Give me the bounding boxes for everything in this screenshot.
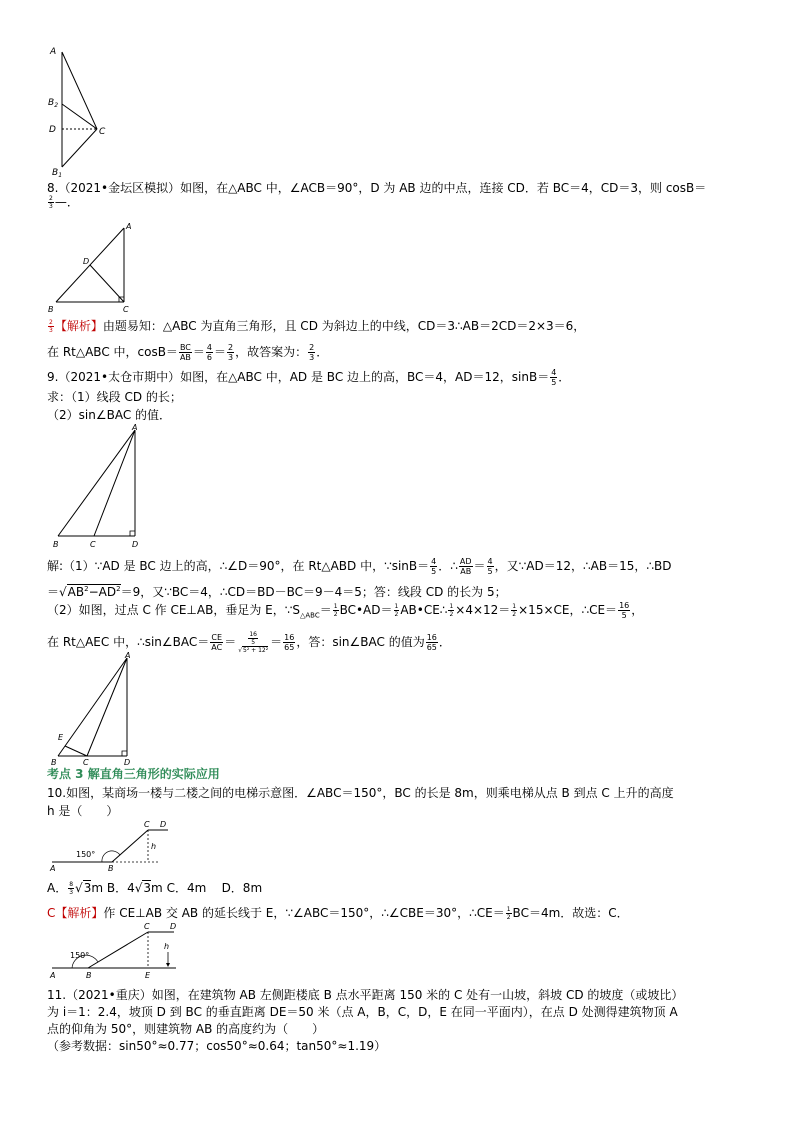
label-d: D (160, 820, 167, 829)
fraction: $\frac{2}{3}$ (309, 343, 315, 362)
label-h: h (164, 942, 170, 951)
fraction: $\frac{16}{65}$ (284, 633, 295, 652)
label-a: A (50, 47, 57, 57)
triangle-figure-q9-solution (50, 652, 160, 767)
q11-stem-line1: 11.（2021•重庆）如图，在建筑物 AB 左侧距楼底 B 点水平距离 150 米的 C 处有一山坡，斜坡 CD 的坡度（或坡比） (47, 988, 684, 1002)
fraction: $\frac{16}{65}$ (426, 633, 437, 652)
label-a: A (126, 222, 132, 231)
label-b: B (51, 758, 57, 767)
label-d: D (132, 540, 139, 549)
q8-stem: 8.（2021•金坛区模拟）如图，在△ABC 中，∠ACB＝90°，D 为 AB 边的中点，连接 CD．若 BC＝4，CD＝3，则 cosB＝ (47, 181, 707, 195)
label-b: B (86, 971, 92, 980)
q9-solution-line1: 解:（1）∵AD 是 BC 边上的高，∴∠D＝90°，在 Rt△ABD 中，∵sinB＝ $\frac{4}{5}$ ．∴ $\frac{AD}{AB}$ ＝ $\frac{4}{5}$ ，又∵AD＝12，∴AB＝15，∴BD (47, 557, 672, 576)
label-c: C (144, 820, 150, 829)
label-c: C (123, 305, 129, 314)
label-d: D (83, 257, 90, 266)
q9-solution-line4: 在 Rt△AEC 中，∴sin∠BAC＝ $\frac{CE}{AC}$ ＝ $\frac{\frac{16}{5}}{\text{√5² + 12²}}$ ＝ $\frac{16}{65}$ ，答：sin∠BAC 的值为 $\frac{16}{65}$ ． (47, 631, 451, 654)
label-b1: $B_1$ (52, 168, 63, 179)
q9-part2: （2）sin∠BAC 的值． (47, 408, 172, 422)
label-a: A (132, 423, 138, 432)
q10-stem-line2: h 是（ ） (47, 804, 119, 818)
angle-150: 150° (70, 951, 90, 960)
fraction: $\frac{1}{2}$ (449, 603, 454, 618)
q10-analysis: C【解析】作 CE⊥AB 交 AB 的延长线于 E，∵∠ABC＝150°，∴∠CBE＝30°，∴CE＝ $\frac{1}{2}$ BC＝4m．故选：C． (47, 906, 629, 921)
fraction: $\frac{8}{3}$ (69, 881, 74, 896)
fraction: $\frac{1}{2}$ (394, 603, 399, 618)
fraction: $\frac{16}{5}$ (619, 601, 630, 620)
angle-150: 150° (76, 850, 96, 859)
option-a[interactable]: A． $\frac{8}{3}$ √3m (47, 881, 104, 896)
triangle-figure-1 (40, 42, 130, 182)
q9-stem: 9.（2021•太仓市期中）如图，在△ABC 中，AD 是 BC 边上的高，BC＝4，AD＝12，sinB＝ $\frac{4}{5}$ ． (47, 368, 571, 387)
fraction: $\frac{4}{5}$ (551, 368, 557, 387)
label-b: B (108, 864, 114, 873)
fraction: $\frac{4}{5}$ (487, 557, 493, 576)
fraction: $\frac{4}{5}$ (431, 557, 437, 576)
q8-analysis-line1: $\frac{2}{3}$ 【解析】由题易知：△ABC 为直角三角形，且 CD 为斜边上的中线，CD＝3∴AB＝2CD＝2×3＝6， (49, 319, 586, 334)
label-d: D (170, 922, 177, 931)
fraction: $\frac{1}{2}$ (333, 603, 338, 618)
fraction: $\frac{1}{2}$ (506, 906, 511, 921)
label-b2: $B_2$ (48, 98, 59, 109)
q9-solution-line2: $=√AB^2-AD^2=9$，又∵BC＝4，∴CD＝BD－BC＝9－4＝5；答：线段 CD 的长为 5； (47, 585, 507, 599)
fraction: $\frac{4}{6}$ (206, 343, 213, 362)
q11-stem-line3: 点的仰角为 50°，则建筑物 AB 的高度约为（ ） (47, 1022, 325, 1036)
label-a: A (50, 864, 56, 873)
label-h: h (151, 842, 157, 851)
nested-fraction: $\frac{\frac{16}{5}}{\text{√5² + 12²}}$ (238, 631, 269, 654)
section-heading: 考点 3 解直角三角形的实际应用 (47, 767, 220, 781)
option-d[interactable]: D．8m (221, 881, 263, 895)
q8-analysis-line2: 在 Rt△ABC 中，cosB＝ $\frac{BC}{AB}$ ＝ $\frac{4}{6}$ ＝ $\frac{2}{3}$ ，故答案为： $\frac{2}{3}$ ． (47, 343, 329, 362)
fraction: $\frac{2}{3}$ (49, 195, 53, 210)
fraction: $\frac{2}{3}$ (228, 343, 234, 362)
label-e: E (58, 733, 64, 742)
fraction: $\frac{CE}{AC}$ (211, 633, 223, 652)
label-a: A (50, 971, 56, 980)
label-e: E (145, 971, 151, 980)
q8-answer-blank: $\frac{2}{3}$ —． (49, 195, 79, 210)
label-c: C (144, 922, 150, 931)
q11-reference-data: （参考数据：sin50°≈0.77；cos50°≈0.64；tan50°≈1.19） (47, 1039, 387, 1053)
label-a: A (125, 651, 131, 660)
triangle-figure-q8 (48, 220, 148, 315)
option-b[interactable]: B．4√3m (106, 881, 163, 895)
fraction: $\frac{1}{2}$ (512, 603, 517, 618)
label-b: B (53, 540, 59, 549)
triangle-figure-q9 (50, 424, 160, 552)
escalator-figure-q10 (48, 818, 178, 876)
fraction: $\frac{BC}{AB}$ (179, 343, 191, 362)
escalator-figure-q10-solution (48, 920, 188, 982)
label-d: D (124, 758, 131, 767)
fraction: $\frac{AD}{AB}$ (459, 557, 472, 576)
label-d: D (49, 125, 56, 135)
label-c: C (90, 540, 96, 549)
q9-part1: 求：（1）线段 CD 的长； (47, 390, 182, 404)
q11-stem-line2: 为 i＝1：2.4，坡顶 D 到 BC 的垂直距离 DE＝50 米（点 A，B，C，D，E 在同一平面内），在点 D 处测得建筑物顶 A (47, 1005, 678, 1019)
label-b: B (48, 305, 54, 314)
q10-options (47, 880, 262, 896)
q10-stem-line1: 10.如图，某商场一楼与二楼之间的电梯示意图．∠ABC＝150°，BC 的长是 8m，则乘电梯从点 B 到点 C 上升的高度 (47, 786, 674, 800)
q9-solution-line3: （2）如图，过点 C 作 CE⊥AB，垂足为 E，$\because S_{\triangle ABC}=$ $\frac{1}{2}$ BC•AD＝ $\frac{1}{2}$ AB•CE∴ $\frac{1}{2}$ ×4×12＝ $\frac{1}{2}$ ×15×CE，∴CE＝ $\frac{16}{5}$ ， (47, 601, 644, 620)
label-c: C (99, 127, 106, 137)
fraction: $\frac{2}{3}$ (49, 319, 53, 334)
option-c[interactable]: C．4m (166, 881, 207, 895)
label-c: C (83, 758, 89, 767)
